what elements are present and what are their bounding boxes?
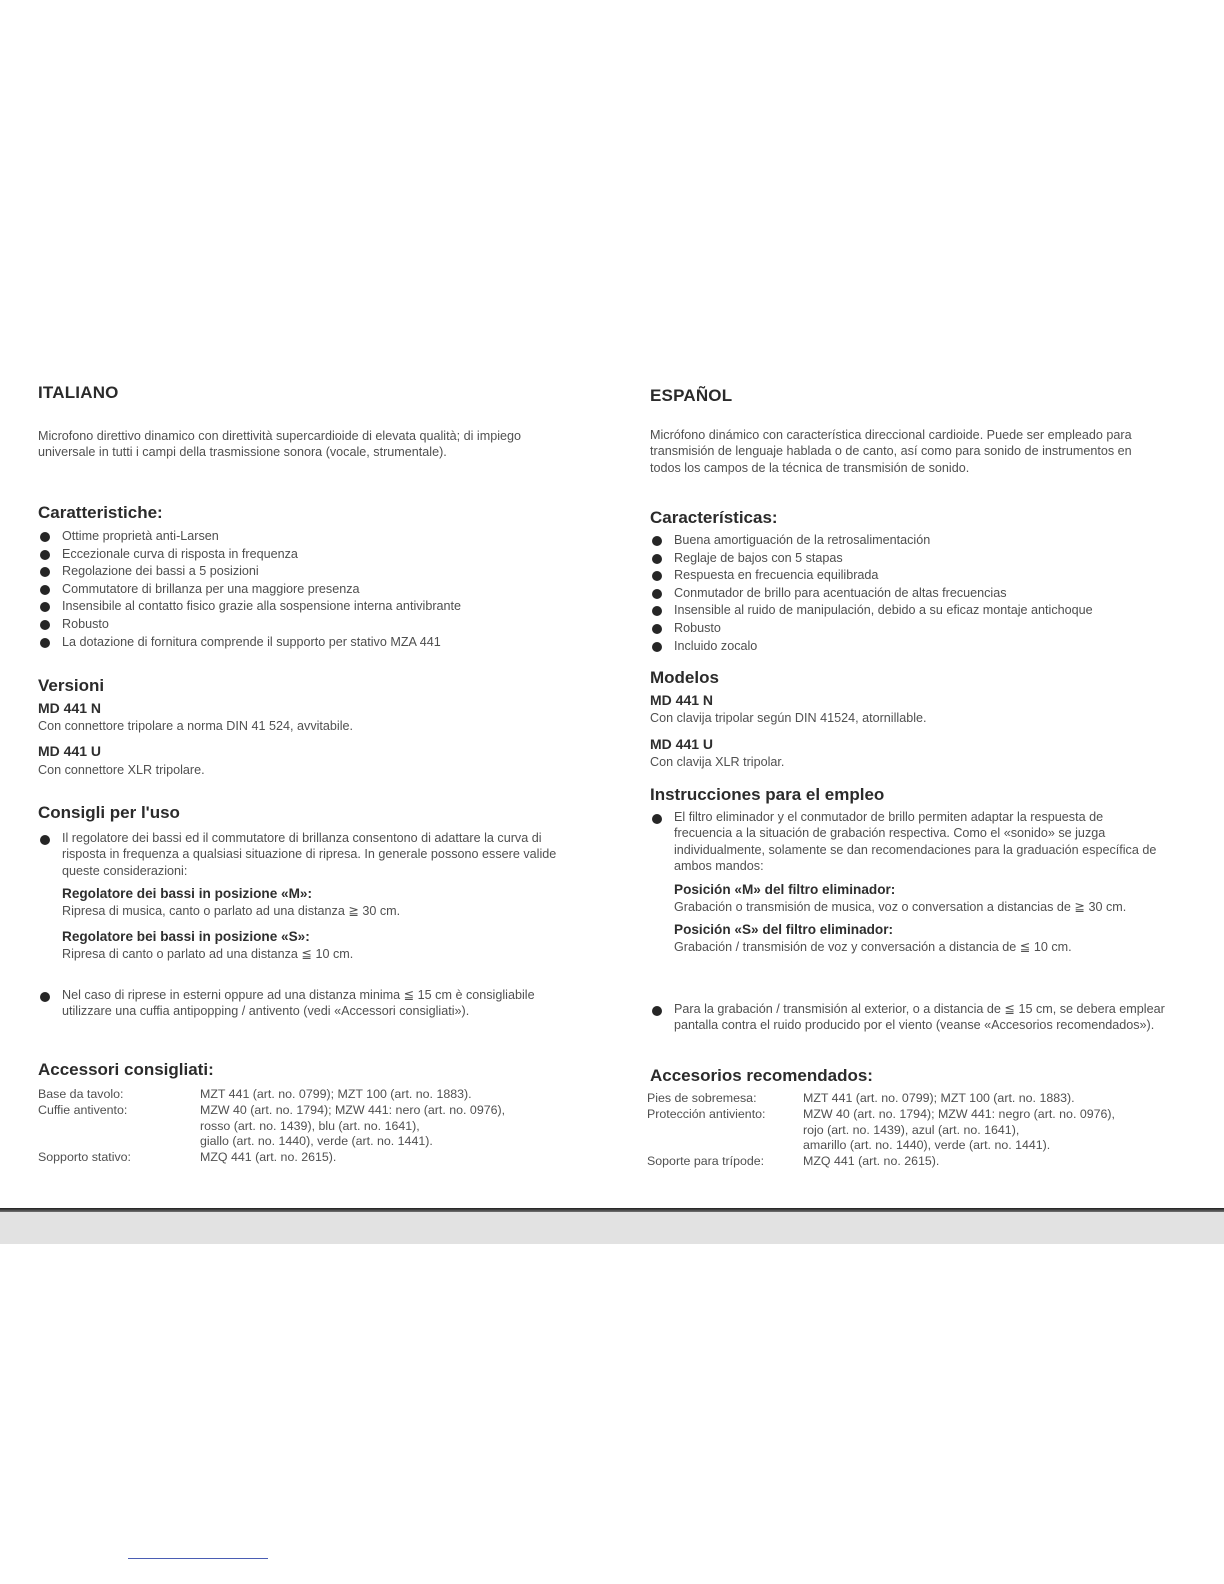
feature-item — [650, 638, 1093, 656]
bullet-icon — [40, 638, 50, 648]
feature-item — [650, 602, 1093, 620]
italian-tips-title: Consigli per l'uso — [38, 803, 180, 822]
feature-text: La dotazione di fornitura comprende il supporto per stativo MZA 441 — [62, 634, 441, 649]
italian-tip-s-text: Ripresa di canto o parlato ad una distanza ≦ 10 cm. — [62, 946, 354, 961]
feature-text: Insensibile al contatto fisico grazie alla sospensione interna antivibrante — [62, 599, 462, 614]
italian-tip-s-head: Regolatore bei bassi in posizione «S»: — [62, 928, 310, 944]
italian-tip-m-text: Ripresa di musica, canto o parlato ad una distanza ≧ 30 cm. — [62, 904, 401, 919]
italian-title: ITALIANO — [38, 383, 119, 402]
spanish-tip-m-head: Posición «M» del filtro eliminador: — [674, 881, 896, 897]
feature-item — [38, 616, 461, 634]
italian-acc-wind-value: MZW 40 (art. no. 1794); MZW 441: nero (art. no. 0976), rosso (art. no. 1439), blu (art. no. 1641), giallo (art. no. 1440), verde (art. no. 1441). — [200, 1102, 506, 1149]
feature-text: Conmutador de brillo para acentuación de altas frecuencias — [674, 585, 1007, 600]
italian-tip-m-head: Regolatore dei bassi in posizione «M»: — [62, 886, 313, 902]
feature-item — [38, 634, 461, 652]
italian-accessories — [38, 1087, 578, 1166]
feature-text: Incluido zocalo — [674, 638, 758, 653]
spanish-versions-title: Modelos — [650, 668, 719, 687]
spanish-tip-1 — [650, 809, 1164, 955]
bullet-icon — [652, 606, 662, 616]
italian-acc-stand-label: Sopporto stativo: — [38, 1150, 131, 1165]
italian-intro: Microfono direttivo dinamico con direttività supercardioide di elevata qualità; di impiego universale in tutti i campi della trasmissione sonora (vocale, strumentale). — [38, 429, 522, 460]
spanish-acc-wind-label: Protección antiviento: — [647, 1106, 766, 1121]
italian-acc-table-value: MZT 441 (art. no. 0799); MZT 100 (art. no. 1883). — [200, 1087, 472, 1101]
spanish-model-n: MD 441 N — [650, 692, 714, 708]
feature-text: Buena amortiguación de la retrosalimentación — [674, 533, 931, 547]
bullet-icon — [40, 602, 50, 612]
spanish-title: ESPAÑOL — [650, 386, 733, 405]
spanish-features-list — [650, 532, 1093, 655]
feature-text: Robusto — [62, 616, 109, 631]
feature-text: Commutatore di brillanza per una maggiore presenza — [62, 581, 360, 596]
bullet-icon — [652, 554, 662, 564]
feature-item — [38, 546, 461, 564]
feature-text: Regolazione dei bassi a 5 posizioni — [62, 564, 259, 579]
bullet-icon — [652, 1006, 662, 1016]
spanish-tip-2-text: Para la grabación / transmisión al exterior, o a distancia de ≦ 15 cm, se debera emplear pantalla contra el ruido producido por el viento (veanse «Accesorios recomendados»). — [674, 1002, 1165, 1033]
feature-item — [650, 567, 1093, 585]
italian-acc-wind-label: Cuffie antivento: — [38, 1102, 128, 1117]
spanish-features-title: Características: — [650, 508, 778, 527]
feature-text: Eccezionale curva di risposta in frequenza — [62, 546, 298, 561]
spanish-model-u-text: Con clavija XLR tripolar. — [650, 755, 785, 769]
feature-item — [650, 550, 1093, 568]
feature-item — [650, 585, 1093, 603]
spanish-model-u: MD 441 U — [650, 736, 714, 752]
bullet-icon — [652, 642, 662, 652]
spanish-acc-table-label: Pies de sobremesa: — [647, 1091, 757, 1105]
bullet-icon — [40, 620, 50, 630]
italian-features-title: Caratteristiche: — [38, 503, 163, 522]
bullet-icon — [40, 992, 50, 1002]
italian-tip-2-text: Nel caso di riprese in esterni oppure ad una distanza minima ≦ 15 cm è consigliabile utilizzare una cuffia antipopping / antivento (vedi «Accessori consigliati»). — [62, 988, 535, 1019]
bullet-icon — [652, 571, 662, 581]
feature-item — [38, 581, 461, 599]
italian-features-list — [38, 528, 461, 651]
scan-bottom-strip — [0, 1212, 1224, 1244]
spanish-accessories-title: Accesorios recomendados: — [650, 1066, 873, 1085]
italian-tip-1 — [38, 830, 562, 962]
bullet-icon — [40, 532, 50, 542]
spanish-tip-1-text: El filtro eliminador y el conmutador de brillo permiten adaptar la respuesta de frecuencia a la situación de grabación respectiva. Como el «sonido» se juzga individualmente, solamente se dan recomendaciones para la graduación específica de ambos mandos: — [674, 810, 1157, 874]
bullet-icon — [652, 536, 662, 546]
spanish-intro: Micrófono dinámico con característica direccional cardioide. Puede ser empleado para transmisión de lenguaje hablada o de canto, así como para sonido de instrumentos en todos los campos de la técnica de transmisión de sonido. — [650, 428, 1132, 475]
feature-item — [650, 532, 1093, 550]
spanish-tip-m-text: Grabación o transmisión de musica, voz o conversation a distancias de ≧ 30 cm. — [674, 899, 1127, 914]
bullet-icon — [40, 567, 50, 577]
bullet-icon — [40, 585, 50, 595]
feature-text: Reglaje de bajos con 5 stapas — [674, 550, 843, 565]
bullet-icon — [40, 835, 50, 845]
spanish-acc-table-value: MZT 441 (art. no. 0799); MZT 100 (art. no. 1883). — [803, 1091, 1075, 1105]
footer-rule — [128, 1558, 268, 1559]
italian-model-n-text: Con connettore tripolare a norma DIN 41 524, avvitabile. — [38, 719, 354, 733]
bullet-icon — [40, 550, 50, 560]
feature-item — [38, 563, 461, 581]
italian-tip-1-text: Il regolatore dei bassi ed il commutatore di brillanza consentono di adattare la curva di risposta in frequenza a qualsiasi situazione di ripresa. In generale possono essere valide queste considerazioni: — [62, 831, 557, 878]
bullet-icon — [652, 589, 662, 599]
spanish-tip-s-head: Posición «S» del filtro eliminador: — [674, 922, 894, 938]
feature-item — [650, 620, 1093, 638]
bullet-icon — [652, 814, 662, 824]
spanish-tip-s-text: Grabación / transmisión de voz y conversación a distancia de ≦ 10 cm. — [674, 940, 1072, 955]
spanish-accessories — [647, 1091, 1182, 1170]
spanish-tip-2 — [650, 1001, 1169, 1034]
spanish-acc-stand-label: Soporte para trípode: — [647, 1154, 765, 1169]
spanish-acc-stand-value: MZQ 441 (art. no. 2615). — [803, 1154, 940, 1169]
feature-item — [38, 598, 461, 616]
italian-acc-table-label: Base da tavolo: — [38, 1087, 124, 1101]
italian-acc-stand-value: MZQ 441 (art. no. 2615). — [200, 1150, 337, 1165]
italian-model-n: MD 441 N — [38, 700, 102, 716]
italian-model-u: MD 441 U — [38, 743, 102, 759]
feature-text: Ottime proprietà anti-Larsen — [62, 529, 219, 543]
italian-versions-title: Versioni — [38, 676, 105, 695]
spanish-acc-wind-value: MZW 40 (art. no. 1794); MZW 441: negro (art. no. 0976), rojo (art. no. 1439), azul (art. no. 1641), amarillo (art. no. 1440), verde (art. no. 1441). — [803, 1106, 1115, 1153]
italian-accessories-title: Accessori consigliati: — [38, 1060, 214, 1079]
spanish-tips-title: Instrucciones para el empleo — [650, 785, 885, 804]
feature-item — [38, 528, 461, 546]
feature-text: Insensible al ruido de manipulación, debido a su eficaz montaje antichoque — [674, 603, 1093, 618]
feature-text: Respuesta en frecuencia equilibrada — [674, 568, 879, 583]
feature-text: Robusto — [674, 620, 721, 635]
italian-model-u-text: Con connettore XLR tripolare. — [38, 763, 205, 777]
spanish-model-n-text: Con clavija tripolar según DIN 41524, atornillable. — [650, 711, 927, 725]
italian-tip-2 — [38, 987, 572, 1020]
bullet-icon — [652, 624, 662, 634]
